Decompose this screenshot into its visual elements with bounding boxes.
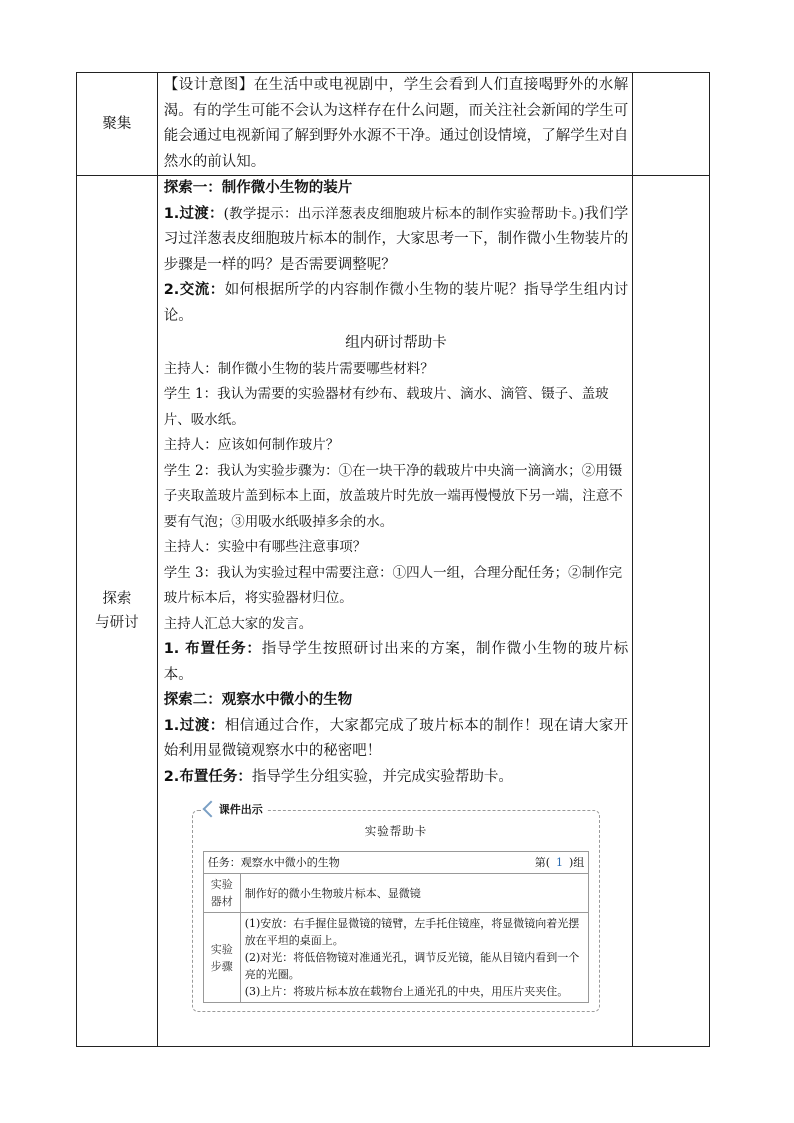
equipment-row <box>203 874 589 913</box>
courseware-tag <box>201 801 267 817</box>
lesson-plan-table <box>76 72 710 1047</box>
help-card-title: 实验帮助卡 <box>364 824 428 838</box>
steps-label: 实验步骤 <box>203 913 240 1003</box>
explore-label-line1: 探索 <box>102 591 132 607</box>
dialogue-line: 主持人：制作微小生物的装片需要哪些材料？ <box>163 360 434 377</box>
s1-item3-text: 指导学生按照研讨出来的方案，制作微小生物的玻片标本。 <box>163 641 629 683</box>
step-item: (2)对光：将低倍物镜对准通光孔，调节反光镜，能从目镜内看到一个亮的光圈。 <box>244 951 580 981</box>
dialogue-line: 学生 2：我认为实验步骤为：①在一块干净的载玻片中央滴一滴滴水；②用镊子夹取盖玻片盖到标本上面，放盖玻片时先放一端再慢慢放下另一端，注意不要有气泡；③用吸水纸吸掉多余的水。 <box>163 462 623 530</box>
dialogue-line: 主持人：应该如何制作玻片？ <box>163 437 340 453</box>
s1-item1-label: 1.过渡： <box>163 205 224 222</box>
focus-notes-cell <box>633 73 710 176</box>
s2-item2 <box>164 765 629 791</box>
s2-item2-text: 指导学生分组实验，并完成实验帮助卡。 <box>251 768 513 785</box>
focus-label: 聚集 <box>102 116 132 132</box>
step-item: (3)上片：将玻片标本放在载物台上通光孔的中央，用压片夹夹住。 <box>244 985 569 998</box>
focus-row <box>77 73 710 176</box>
explore-label-cell <box>77 176 158 1047</box>
explore-label-line2: 与研讨 <box>95 615 139 631</box>
card1-title: 组内研讨帮助卡 <box>345 335 447 351</box>
task-row <box>203 852 589 874</box>
group-no: 1 <box>556 856 563 869</box>
s1-item2-label: 2.交流： <box>163 282 225 298</box>
explore-row <box>77 176 710 1047</box>
s1-item3 <box>164 637 629 688</box>
s2-item1 <box>164 714 629 765</box>
dialogue-line: 主持人：实验中有哪些注意事项？ <box>163 539 367 555</box>
s1-item1-text: 我们学习过洋葱表皮细胞玻片标本的制作，大家思考一下，制作微小生物装片的步骤是一样的吗？是否需要调整呢？ <box>163 205 629 273</box>
help-card-table <box>203 851 590 1003</box>
steps-cell <box>240 913 589 1003</box>
design-intent-tag: 【设计意图】 <box>163 77 254 93</box>
group-suffix: )组 <box>569 856 585 869</box>
task-text: 任务：观察水中微小的生物 <box>207 856 340 869</box>
task-cell <box>203 852 589 874</box>
dialogue-line: 主持人汇总大家的发言。 <box>163 615 313 632</box>
s2-item2-label: 2.布置任务： <box>163 768 252 785</box>
section2-title: 探索二：观察水中微小的生物 <box>163 692 353 708</box>
design-intent-text: 在生活中或电视剧中，学生会看到人们直接喝野外的水解渴。有的学生可能不会认为这样存在什么问题，而关注社会新闻的学生可能会通过电视新闻了解到野外水源不干净。通过创设情境，了解学生对自然水的前认知。 <box>163 77 629 170</box>
equipment-label: 实验器材 <box>203 874 240 913</box>
focus-label-cell <box>77 73 158 176</box>
steps-row <box>203 913 589 1003</box>
section1-title: 探索一：制作微小生物的装片 <box>163 180 353 196</box>
focus-content-cell <box>157 73 633 176</box>
design-intent-paragraph <box>164 73 629 175</box>
dialogue-line: 学生 1：我认为需要的实验器材有纱布、载玻片、滴水、滴管、镊子、盖玻片、吸水纸。 <box>163 386 609 428</box>
group-prefix: 第( <box>534 856 550 869</box>
equipment-text: 制作好的微小生物玻片标本、显微镜 <box>240 874 589 913</box>
s2-item1-label: 1.过渡： <box>163 717 225 734</box>
s1-item1 <box>164 202 629 279</box>
dialogue-line: 学生 3：我认为实验过程中需要注意：①四人一组，合理分配任务；②制作完玻片标本后，将实验器材归位。 <box>163 564 623 606</box>
group-number <box>535 854 585 871</box>
courseware-tag-label: 课件出示 <box>218 803 263 816</box>
s1-item1-hint: (教学提示：出示洋葱表皮细胞玻片标本的制作实验帮助卡。) <box>223 205 585 222</box>
s1-item2 <box>164 278 629 329</box>
explore-content-cell <box>157 176 633 1047</box>
s2-item1-text: 相信通过合作，大家都完成了玻片标本的制作！现在请大家开始利用显微镜观察水中的秘密吧！ <box>163 717 629 759</box>
explore-notes-cell <box>633 176 710 1047</box>
experiment-help-card <box>192 803 601 1012</box>
step-item: (1)安放：右手握住显微镜的镜臂，左手托住镜座，将显微镜向着光摆放在平坦的桌面上。 <box>244 917 580 947</box>
s1-item3-label: 1. 布置任务： <box>163 641 262 657</box>
s1-item2-text: 如何根据所学的内容制作微小生物的装片呢？指导学生组内讨论。 <box>163 282 629 324</box>
